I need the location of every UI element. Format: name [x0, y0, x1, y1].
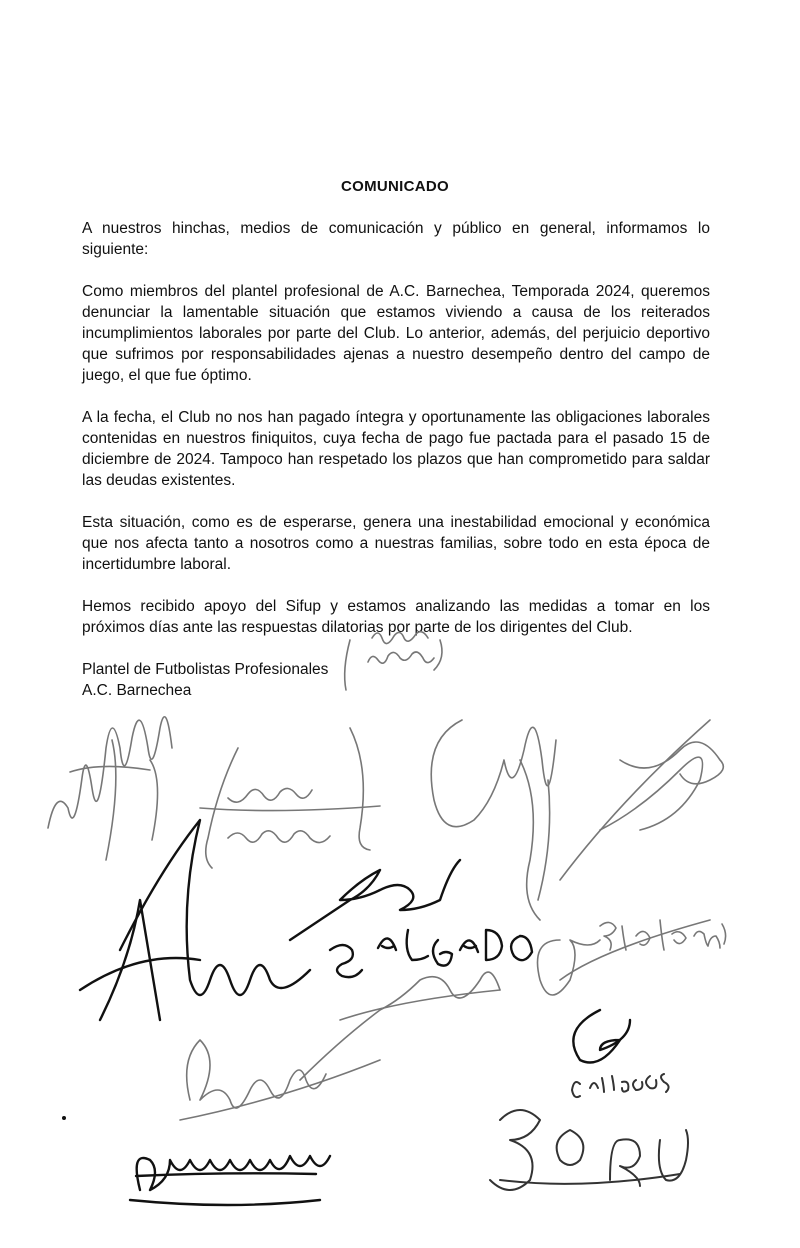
signature-5: [80, 820, 310, 1020]
signature-line-team: Plantel de Futbolistas Profesionales: [82, 661, 329, 678]
signature-line-club: A.C. Barnechea: [82, 682, 192, 699]
signature-10: [130, 1156, 330, 1205]
signature-9: [572, 1010, 669, 1097]
signature-4: [560, 720, 723, 880]
signature-11: [490, 1110, 688, 1190]
paragraph-situation: Esta situación, como es de esperarse, genera una inestabilidad emocional y económica que nos afecta tanto a nosotros como a nuestras familias, sobre todo en esta época de incertidumbre laboral.: [82, 514, 710, 573]
signature-2: [200, 728, 380, 868]
signature-8: [180, 972, 500, 1120]
ink-dot: [62, 1116, 66, 1120]
signature-6: [290, 860, 532, 977]
signature-7: [538, 920, 726, 995]
signature-1: [48, 717, 172, 860]
signature-small-gray: [345, 632, 442, 690]
paragraph-sifup: Hemos recibido apoyo del Sifup y estamos analizando las medidas a tomar en los próximos días ante las respuestas dilatorias por parte de los dirigentes del Club.: [82, 598, 710, 636]
signature-3: [431, 720, 556, 920]
paragraph-intro: A nuestros hinchas, medios de comunicación y público en general, informamos lo siguiente:: [82, 220, 710, 258]
paragraph-complaint: Como miembros del plantel profesional de A.C. Barnechea, Temporada 2024, queremos denunciar la lamentable situación que estamos viviendo a causa de los reiterados incumplimientos laborales por parte del Club. Lo anterior, además, del perjuicio deportivo que sufrimos por responsabilidades ajenas a nuestro desempeño dentro del campo de juego, el que fue óptimo.: [82, 283, 710, 384]
paragraph-payments: A la fecha, el Club no nos han pagado íntegra y oportunamente las obligaciones laborales contenidas en nuestros finiquitos, cuya fecha de pago fue pactada para el pasado 15 de diciembre de 2024. Tampoco han respetado los plazos que han comprometido para saldar las deudas existentes.: [82, 409, 710, 489]
document-title: COMUNICADO: [341, 178, 449, 195]
